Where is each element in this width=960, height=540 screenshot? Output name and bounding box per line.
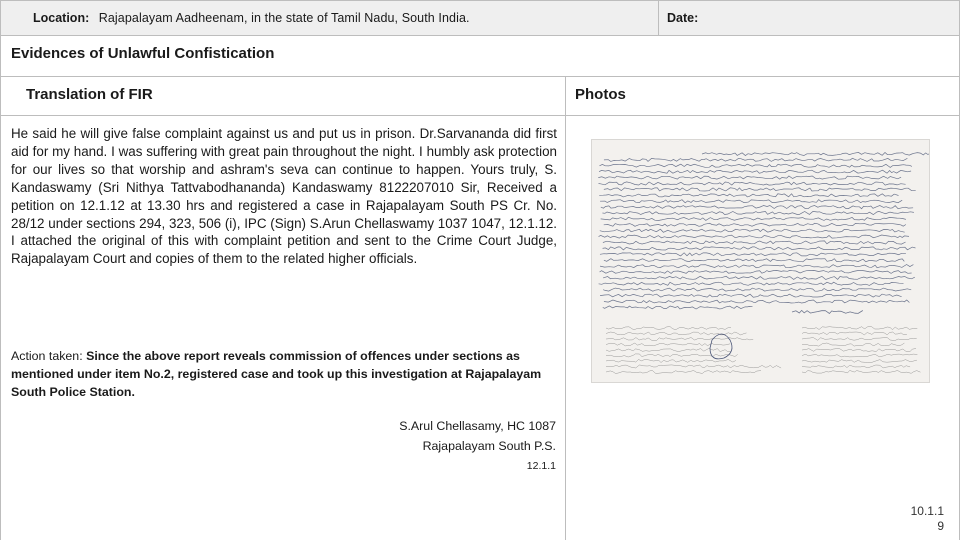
location-cell bbox=[1, 1, 659, 35]
action-taken bbox=[11, 347, 557, 401]
header-bar bbox=[0, 0, 960, 36]
photos-heading: Photos bbox=[566, 77, 960, 116]
slide-number bbox=[911, 504, 944, 534]
fir-paragraph: He said he will give false complaint against us and put us in prison. Dr.Sarvananda did first aid for my hand. I was suffering with great pain throughout the night. I humbly ask protection for our lives so that worship and ashram's seva can continue to happen. Yours truly, S. Kandaswamy (Sri Nithya Tattvabodhananda) Kandaswamy 8122207010 Sir, Received a petition on 12.1.12 at 13.30 hrs and registered a case in Rajapalayam South PS Cr. No. 28/12 under sections 294, 323, 506 (i), IPC (Sign) S.Arun Chellaswamy 1037 1047, 12.1.12. I attached the original of this with complaint petition and sent to the Crime Court Judge, Rajapalayam Court and copies of them to the related higher officials. bbox=[11, 126, 557, 267]
action-label: Action taken: bbox=[11, 349, 87, 363]
photos-panel bbox=[566, 116, 960, 540]
location-label: Location: bbox=[33, 11, 90, 25]
date-label: Date: bbox=[667, 11, 699, 25]
signature-date: 12.1.1 bbox=[526, 460, 556, 472]
fir-panel bbox=[0, 116, 566, 540]
slide-number-line1: 10.1.1 bbox=[910, 504, 944, 518]
action-text: Since the above report reveals commission of offences under sections as mentioned under item No.2, registered case and took up this investigation at Rajapalayam South Police Station. bbox=[11, 349, 542, 399]
scanned-handwriting-image bbox=[592, 140, 930, 383]
signature-station: Rajapalayam South P.S. bbox=[422, 439, 556, 453]
location-value: Rajapalayam Aadheenam, in the state of Tamil Nadu, South India. bbox=[98, 11, 470, 25]
page-title: Evidences of Unlawful Confistication bbox=[0, 36, 960, 77]
signature-block bbox=[399, 416, 556, 476]
fir-translation-heading: Translation of FIR bbox=[0, 77, 566, 116]
slide-number-line2: 9 bbox=[937, 519, 944, 533]
scanned-document-photo bbox=[591, 139, 930, 383]
signature-name: S.Arul Chellasamy, HC 1087 bbox=[399, 419, 556, 433]
